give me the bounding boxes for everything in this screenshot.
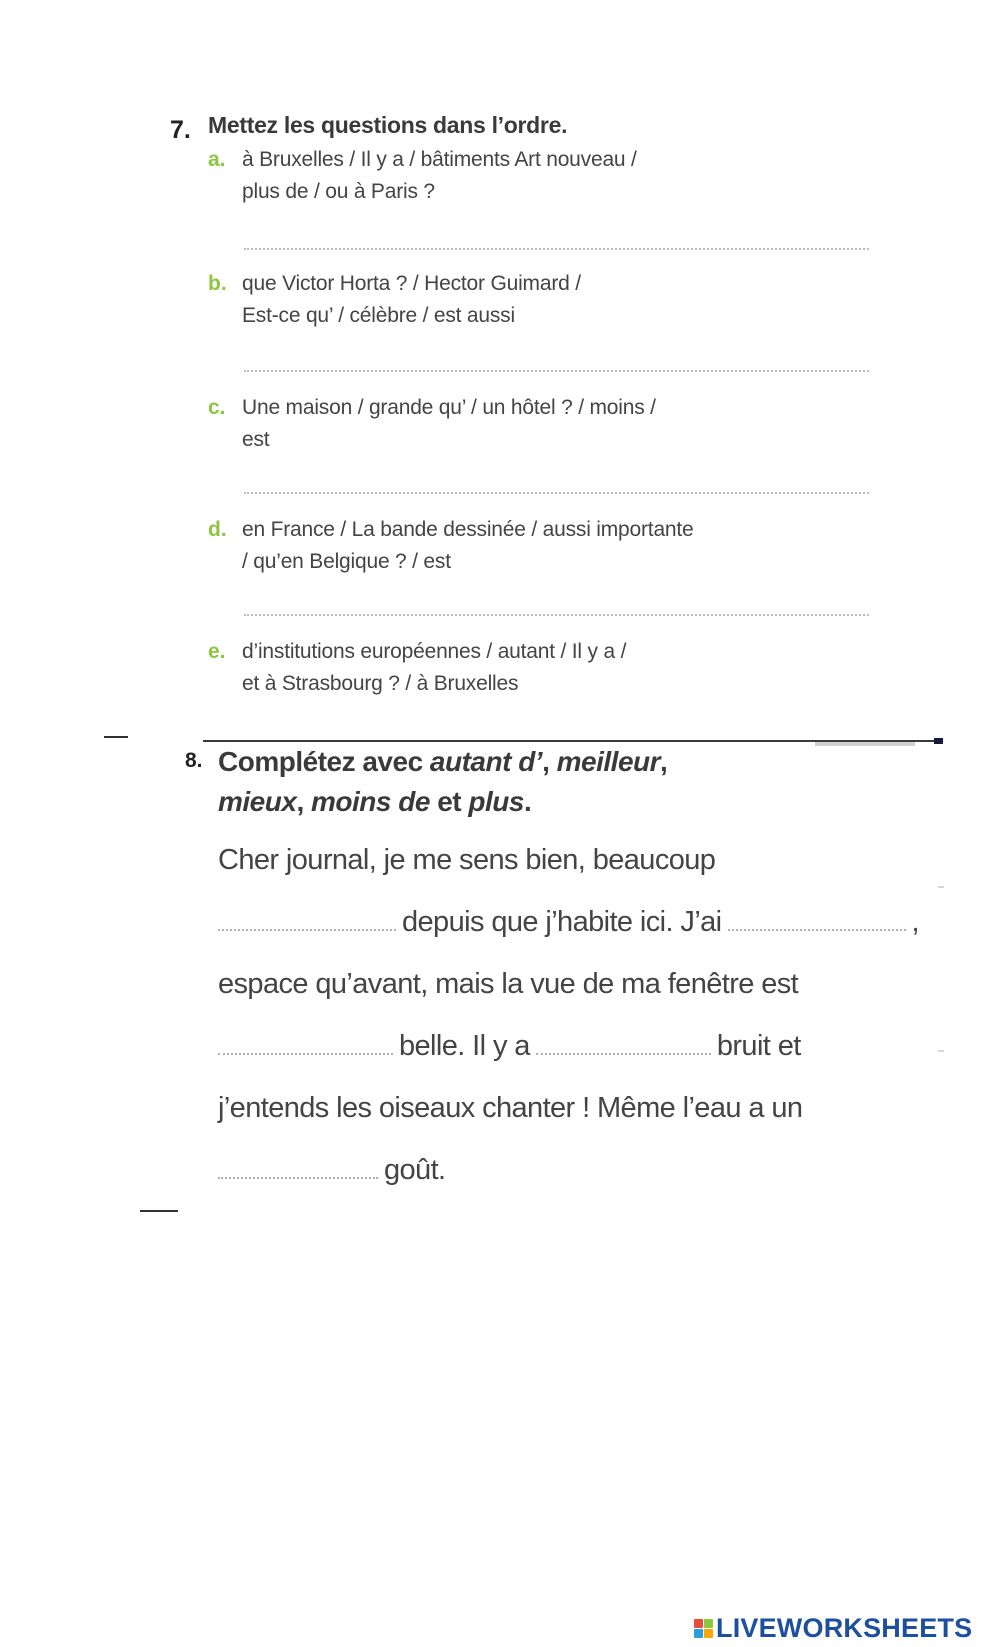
paragraph-line-6: goût. — [218, 1154, 446, 1187]
item-text-line1: d’institutions européennes / autant / Il y a / — [242, 640, 627, 663]
logo-square-icon — [704, 1629, 713, 1638]
item-text-line1: à Bruxelles / Il y a / bâtiments Art nouveau / — [242, 148, 637, 171]
item-letter: b. — [208, 272, 227, 295]
blank-2[interactable] — [728, 929, 906, 931]
logo-text: LIVEWORKSHEETS — [716, 1613, 973, 1643]
answer-line-a[interactable] — [244, 248, 869, 250]
logo-square-icon — [694, 1629, 703, 1638]
blank-1[interactable] — [218, 929, 396, 931]
logo-mark-icon — [694, 1619, 713, 1638]
item-text-line2: / qu’en Belgique ? / est — [242, 550, 451, 573]
item-text-line2: Est-ce qu’ / célèbre / est aussi — [242, 304, 515, 327]
exercise-7-title: Mettez les questions dans l’ordre. — [208, 112, 568, 138]
logo-square-icon — [694, 1619, 703, 1628]
exercise-8-number: 8. — [185, 749, 203, 772]
separator-dash — [140, 1210, 178, 1212]
blank-5[interactable] — [218, 1177, 378, 1179]
item-text-line1: Une maison / grande qu’ / un hôtel ? / moins / — [242, 396, 656, 419]
answer-line-d[interactable] — [244, 614, 869, 616]
blank-3[interactable] — [218, 1053, 393, 1055]
edge-mark — [938, 1050, 944, 1052]
item-letter: e. — [208, 640, 226, 663]
item-text-line1: en France / La bande dessinée / aussi importante — [242, 518, 694, 541]
answer-line-b[interactable] — [244, 370, 869, 372]
answer-line-c[interactable] — [244, 492, 869, 494]
section-divider-end — [934, 738, 943, 744]
paragraph-line-4: belle. Il y a bruit et — [218, 1030, 801, 1063]
item-text-line2: est — [242, 428, 270, 451]
item-text-line2: plus de / ou à Paris ? — [242, 180, 435, 203]
item-text-line1: que Victor Horta ? / Hector Guimard / — [242, 272, 581, 295]
logo-square-icon — [704, 1619, 713, 1628]
liveworksheets-logo — [694, 1613, 972, 1644]
exercise-7-number: 7. — [170, 116, 191, 144]
item-letter: c. — [208, 396, 226, 419]
item-letter: a. — [208, 148, 226, 171]
separator-dash — [104, 736, 128, 738]
paragraph-line-5: j’entends les oiseaux chanter ! Même l’eau a un — [218, 1092, 803, 1124]
blank-4[interactable] — [536, 1053, 711, 1055]
edge-mark — [938, 886, 944, 888]
paragraph-line-2: depuis que j’habite ici. J’ai , — [218, 906, 919, 939]
paragraph-line-3: espace qu’avant, mais la vue de ma fenêtre est — [218, 968, 799, 1000]
item-text-line2: et à Strasbourg ? / à Bruxelles — [242, 672, 519, 695]
paragraph-line-1: Cher journal, je me sens bien, beaucoup — [218, 844, 716, 876]
item-letter: d. — [208, 518, 227, 541]
exercise-8-title: Complétez avec autant d’, meilleur, mieux, moins de et plus. — [218, 746, 668, 817]
